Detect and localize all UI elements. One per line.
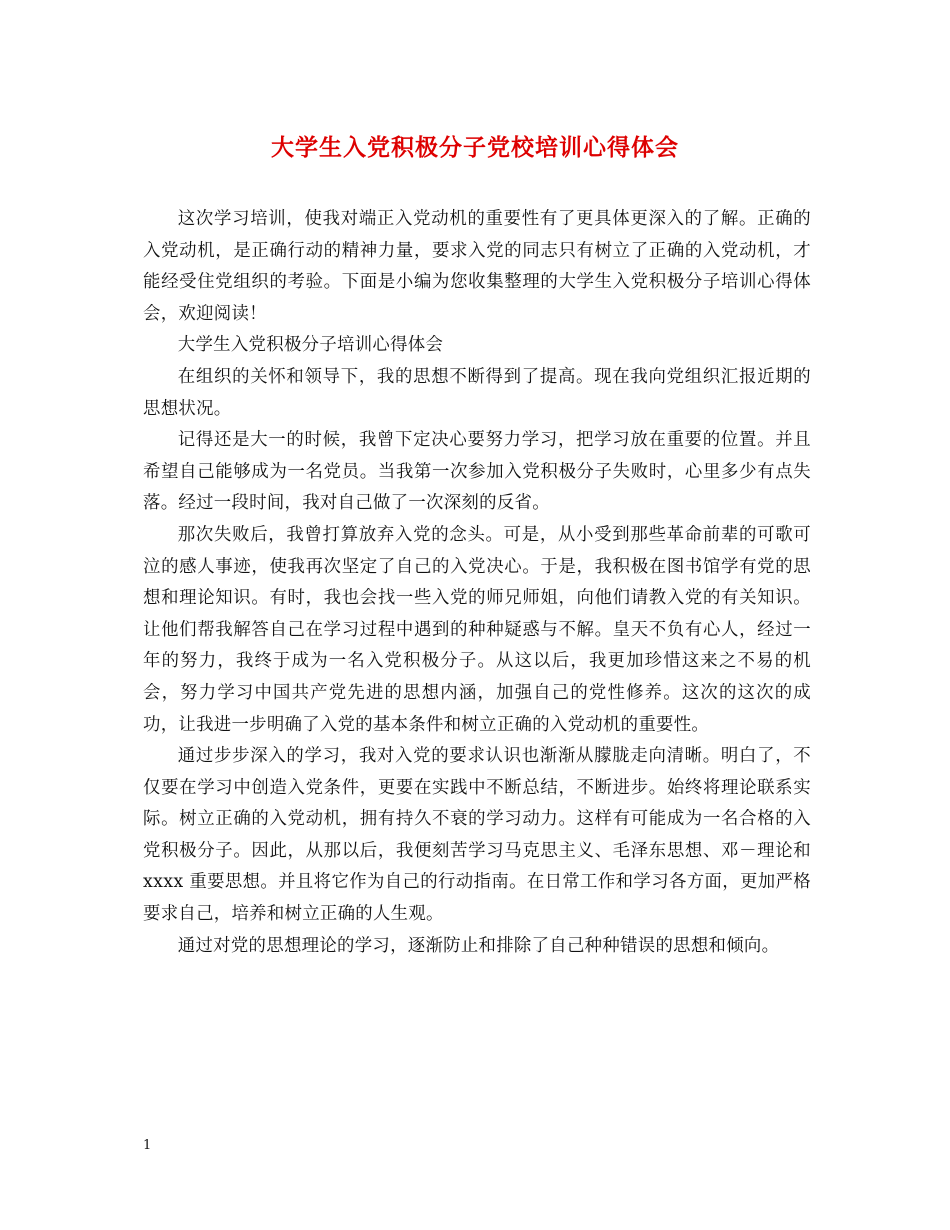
paragraph-subheading: 大学生入党积极分子培训心得体会 bbox=[177, 335, 444, 356]
document-title: 大学生入党积极分子党校培训心得体会 bbox=[271, 134, 679, 161]
paragraph-5: 通过对党的思想理论的学习，逐渐防止和排除了自己种种错误的思想和倾向。 bbox=[177, 935, 780, 956]
paragraph-1: 在组织的关怀和领导下，我的思想不断得到了提高。现在我向党组织汇报近期的思想状况。 bbox=[143, 366, 811, 419]
paragraph-2: 记得还是大一的时候，我曾下定决心要努力学习，把学习放在重要的位置。并且希望自己能够成为一名党员。当我第一次参加入党积极分子失败时，心里多少有点失落。经过一段时间，我对自己做了一次深刻的反省。 bbox=[143, 430, 811, 514]
page-number: 1 bbox=[143, 1138, 152, 1153]
paragraph-intro: 这次学习培训，使我对端正入党动机的重要性有了更具体更深入的了解。正确的入党动机，是正确行动的精神力量，要求入党的同志只有树立了正确的入党动机，才能经受住党组织的考验。下面是小编为您收集整理的大学生入党积极分子培训心得体会，欢迎阅读！ bbox=[143, 209, 811, 324]
document-body bbox=[143, 204, 811, 962]
paragraph-4: 通过步步深入的学习，我对入党的要求认识也渐渐从朦胧走向清晰。明白了，不仅要在学习中创造入党条件，更要在实践中不断总结，不断进步。始终将理论联系实际。树立正确的入党动机，拥有持久不衰的学习动力。这样有可能成为一名合格的入党积极分子。因此，从那以后，我便刻苦学习马克思主义、毛泽东思想、邓－理论和 xxxx 重要思想。并且将它作为自己的行动指南。在日常工作和学习各方面，更加严格要求自己，培养和树立正确的人生观。 bbox=[143, 746, 811, 925]
paragraph-3: 那次失败后，我曾打算放弃入党的念头。可是，从小受到那些革命前辈的可歌可泣的感人事迹，使我再次坚定了自己的入党决心。于是，我积极在图书馆学有党的思想和理论知识。有时，我也会找一些入党的师兄师姐，向他们请教入党的有关知识。让他们帮我解答自己在学习过程中遇到的种种疑惑与不解。皇天不负有心人，经过一年的努力，我终于成为一名入党积极分子。从这以后，我更加珍惜这来之不易的机会，努力学习中国共产党先进的思想内涵，加强自己的党性修养。这次的这次的成功，让我进一步明确了入党的基本条件和树立正确的入党动机的重要性。 bbox=[143, 524, 811, 735]
